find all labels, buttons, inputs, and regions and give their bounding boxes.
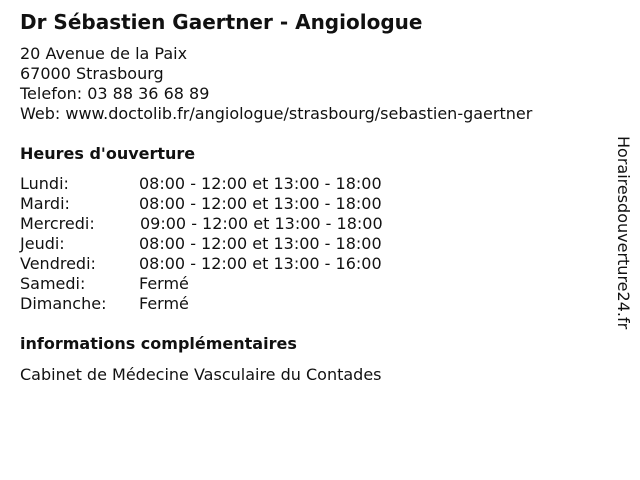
hours-value: 08:00 - 12:00 et 13:00 - 18:00 xyxy=(139,234,382,253)
hours-value: Fermé xyxy=(139,294,189,313)
hours-row-thursday xyxy=(20,234,440,254)
day-label: Lundi: xyxy=(20,174,69,193)
day-label: Samedi: xyxy=(20,274,86,293)
hours-value: 08:00 - 12:00 et 13:00 - 18:00 xyxy=(139,194,382,213)
hours-row-monday xyxy=(20,174,440,194)
hours-value: 08:00 - 12:00 et 13:00 - 18:00 xyxy=(139,174,382,193)
hours-row-sunday xyxy=(20,294,440,314)
hours-row-tuesday xyxy=(20,194,440,214)
hours-row-saturday xyxy=(20,274,440,294)
hours-value: 08:00 - 12:00 et 13:00 - 16:00 xyxy=(139,254,382,273)
phone-number: Telefon: 03 88 36 68 89 xyxy=(20,84,210,103)
opening-hours-table xyxy=(20,174,440,314)
page-title: Dr Sébastien Gaertner - Angiologue xyxy=(20,10,423,34)
opening-hours-heading: Heures d'ouverture xyxy=(20,144,196,163)
address-block xyxy=(20,44,532,124)
additional-info-heading: informations complémentaires xyxy=(20,334,297,353)
day-label: Jeudi: xyxy=(20,234,65,253)
hours-row-friday xyxy=(20,254,440,274)
day-label: Mardi: xyxy=(20,194,70,213)
hours-value: Fermé xyxy=(139,274,189,293)
website-link: Web: www.doctolib.fr/angiologue/strasbourg/sebastien-gaertner xyxy=(20,104,533,123)
day-label: Mercredi: xyxy=(20,214,95,233)
day-label: Dimanche: xyxy=(20,294,107,313)
hours-value: 09:00 - 12:00 et 13:00 - 18:00 xyxy=(140,214,383,233)
street-address: 20 Avenue de la Paix xyxy=(20,44,188,63)
day-label: Vendredi: xyxy=(20,254,96,273)
additional-info-text: Cabinet de Médecine Vasculaire du Contades xyxy=(20,365,382,384)
city-postcode: 67000 Strasbourg xyxy=(20,64,164,83)
hours-row-wednesday xyxy=(20,214,440,234)
site-watermark: Horairesdouverture24.fr xyxy=(614,136,633,330)
